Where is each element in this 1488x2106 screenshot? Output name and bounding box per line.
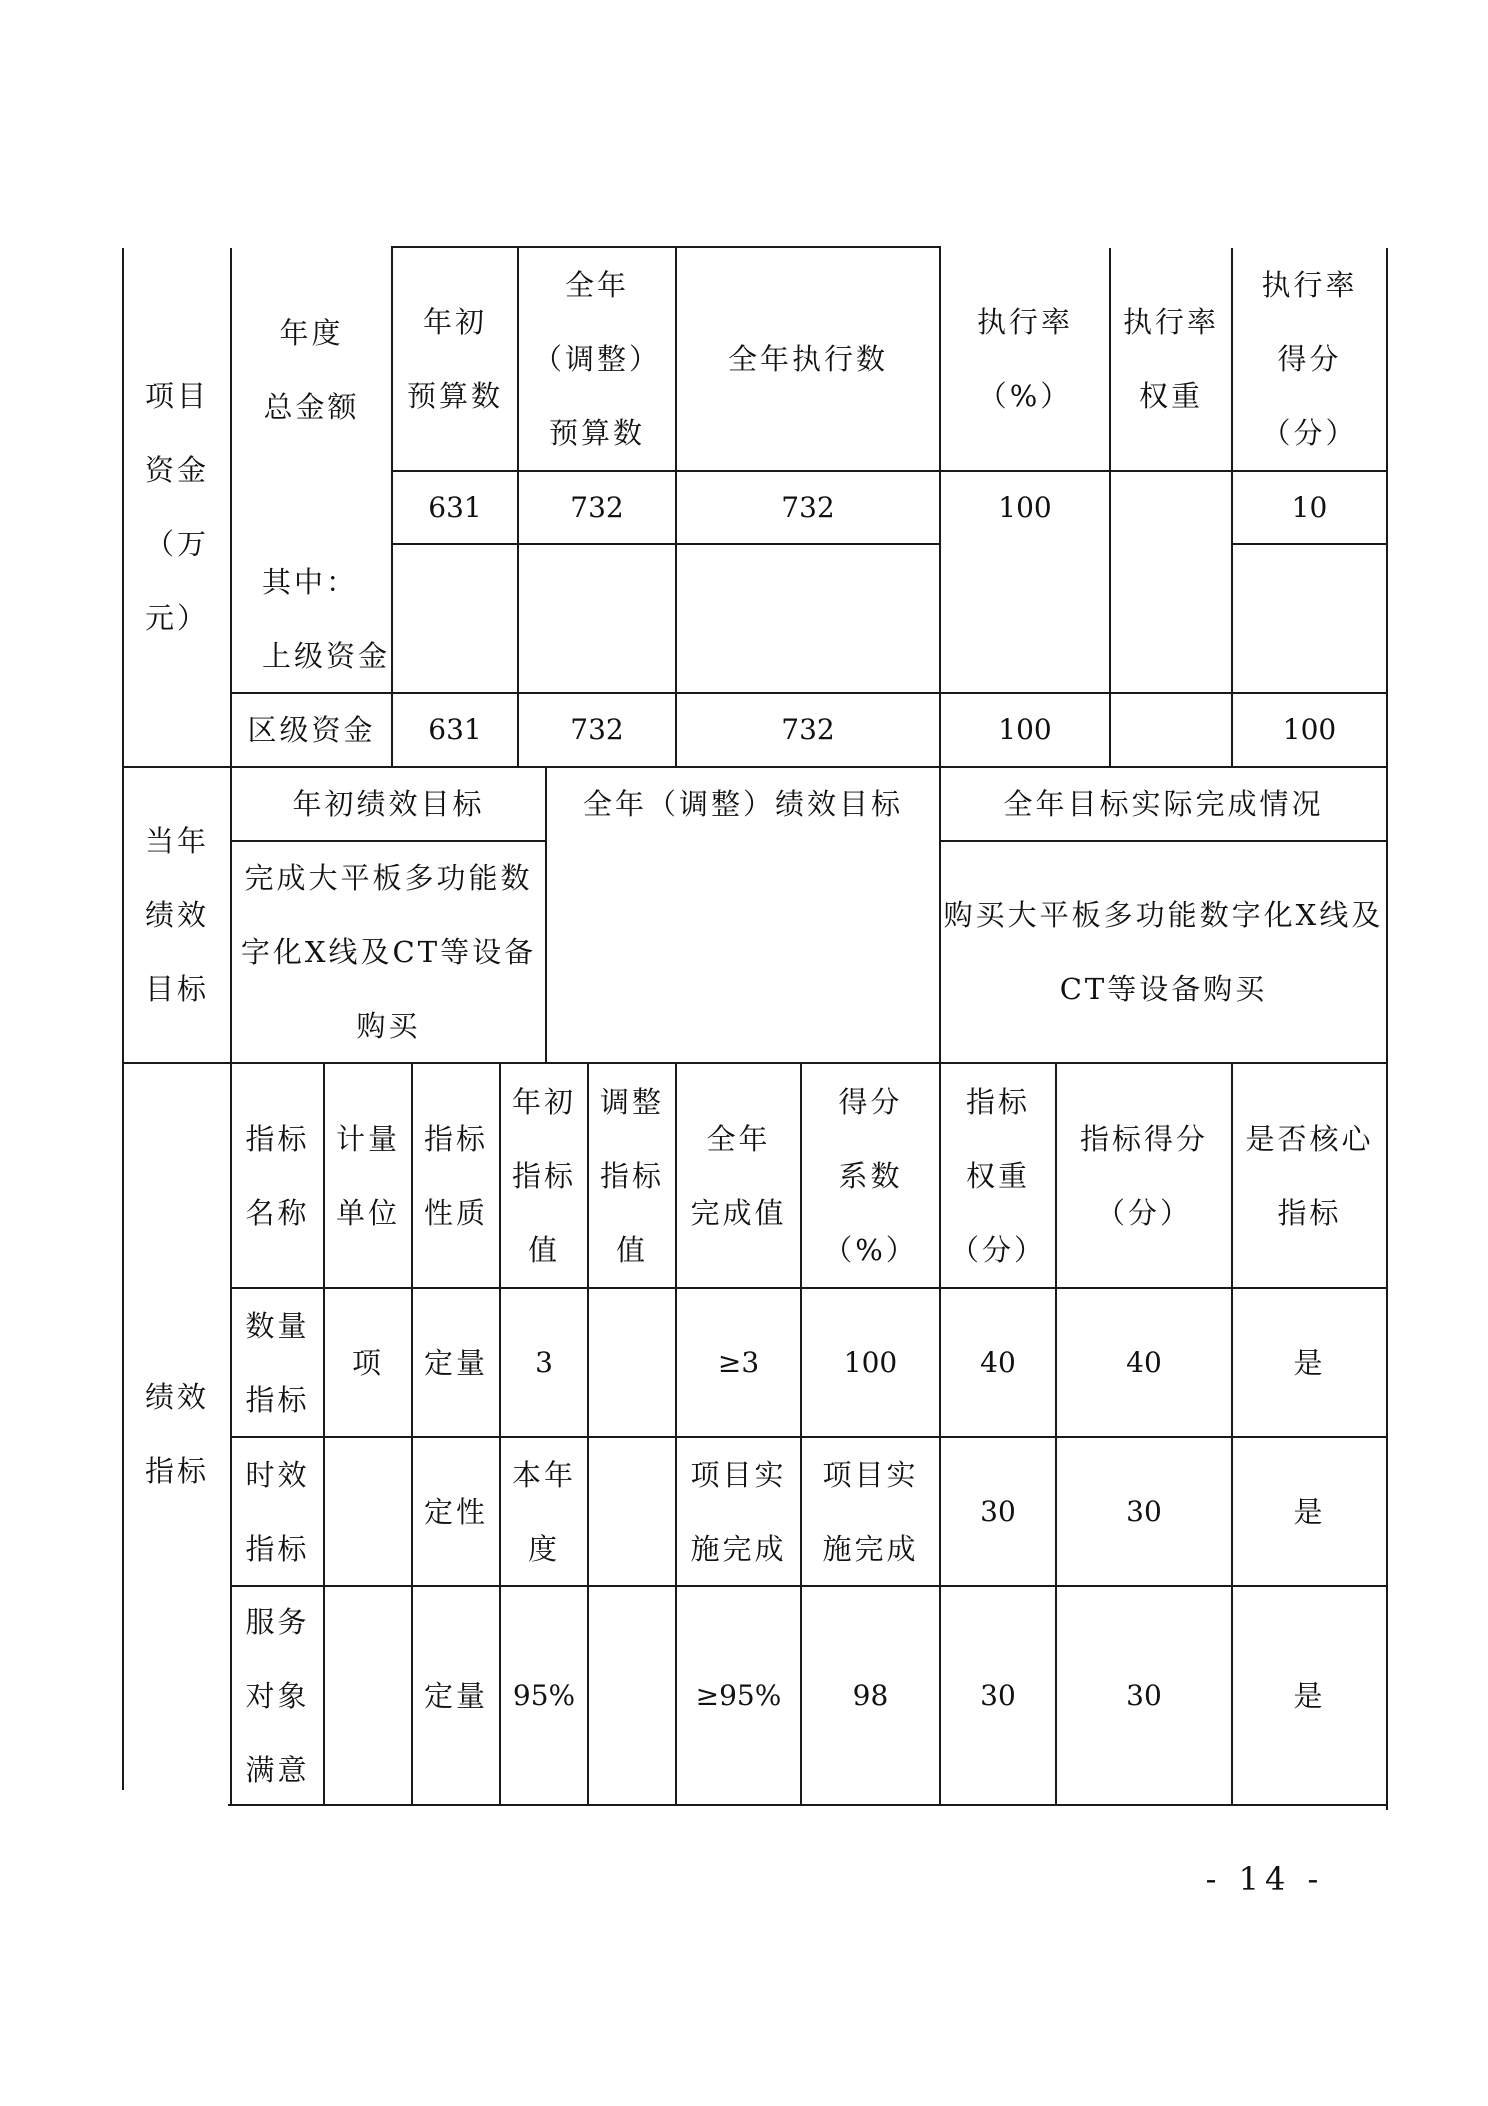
row1-unit: 项: [351, 1345, 384, 1380]
header-initial-budget: 年初 预算数: [406, 305, 503, 413]
adjusted-goal-text: [547, 842, 939, 1062]
row3-coefficient: 98: [852, 1678, 889, 1712]
row1-coefficient: 100: [843, 1345, 898, 1379]
district-score: 100: [1282, 713, 1337, 746]
district-executed: 732: [781, 713, 835, 746]
row1-nature: 定量: [423, 1345, 488, 1380]
row3-unit: [325, 1587, 411, 1804]
header-exec-weight: 执行率 权重: [1122, 305, 1219, 413]
initial-goal-header: 年初绩效目标: [292, 787, 485, 821]
row3-nature: 定量: [423, 1678, 488, 1713]
district-funds-label: 区级资金: [247, 713, 376, 747]
district-adjusted: 732: [570, 713, 624, 746]
actual-goal-text: 购买大平板多功能数字化X线及 CT等设备购买: [943, 898, 1384, 1006]
row3-core: 是: [1293, 1678, 1326, 1713]
row2-completed: 项目实 施完成: [690, 1457, 787, 1566]
header-indicator-score: 指标得分 （分）: [1079, 1121, 1208, 1230]
total-adjusted: 732: [570, 490, 624, 524]
header-exec-rate: 执行率 （%）: [976, 305, 1073, 413]
row2-adjusted: [589, 1438, 675, 1585]
header-exec-score: 执行率 得分 （分）: [1261, 268, 1358, 450]
initial-goal-text: 完成大平板多功能数 字化X线及CT等设备 购买: [240, 861, 537, 1043]
row3-adjusted: [589, 1587, 675, 1804]
goals-section-label: 当年 绩效 目标: [144, 824, 209, 1006]
header-core: 是否核心 指标: [1245, 1121, 1374, 1230]
total-rate: 100: [998, 490, 1052, 524]
row1-completed: ≥3: [717, 1345, 760, 1379]
table-right-border: [1386, 248, 1388, 1810]
header-initial-value: 年初 指标 值: [511, 1084, 576, 1267]
indicators-section-label: 绩效 指标: [144, 1380, 209, 1488]
district-rate: 100: [998, 713, 1052, 746]
total-score: 10: [1291, 490, 1328, 524]
row3-name: 服务 对象 满意: [245, 1604, 310, 1787]
total-weight: [1111, 472, 1231, 543]
row2-coefficient: 项目实 施完成: [822, 1457, 919, 1566]
header-indicator-name: 指标 名称: [245, 1121, 310, 1230]
total-initial: 631: [428, 490, 482, 524]
row3-completed: ≥95%: [695, 1678, 782, 1712]
row3-score: 30: [1126, 1678, 1162, 1712]
row2-score: 30: [1126, 1494, 1162, 1528]
row2-core: 是: [1293, 1494, 1326, 1529]
district-weight: [1111, 694, 1231, 766]
row1-adjusted: [589, 1289, 675, 1436]
actual-goal-header: 全年目标实际完成情况: [1003, 787, 1324, 821]
row3-initial: 95%: [512, 1678, 576, 1712]
page-number: - 14 -: [1205, 1860, 1325, 1898]
header-unit: 计量 单位: [335, 1121, 400, 1230]
row2-weight: 30: [980, 1494, 1016, 1528]
row2-unit: [325, 1438, 411, 1585]
superior-funds-label: 其中： 上级资金: [262, 564, 391, 673]
row1-score: 40: [1126, 1345, 1162, 1379]
adjusted-goal-header: 全年（调整）绩效目标: [582, 787, 903, 821]
header-completed: 全年 完成值: [690, 1121, 787, 1230]
row1-name: 数量 指标: [245, 1308, 310, 1417]
header-weight: 指标 权重 （分）: [949, 1084, 1046, 1267]
row2-name: 时效 指标: [245, 1457, 310, 1566]
row1-initial: 3: [535, 1345, 553, 1379]
row3-weight: 30: [980, 1678, 1016, 1712]
funds-section-label: 项目 资金 （万 元）: [144, 379, 209, 635]
total-executed: 732: [781, 490, 835, 524]
row2-initial: 本年 度: [511, 1457, 576, 1566]
district-initial: 631: [428, 713, 482, 746]
header-adjusted-value: 调整 指标 值: [599, 1084, 664, 1267]
header-adjusted-budget: 全年 （调整） 预算数: [532, 268, 661, 450]
row1-weight: 40: [980, 1345, 1016, 1379]
rule: [228, 1804, 1387, 1806]
annual-total-label: 年度 总金额: [263, 316, 360, 424]
header-nature: 指标 性质: [423, 1121, 488, 1230]
header-coefficient: 得分 系数 （%）: [823, 1084, 918, 1267]
row2-nature: 定性: [423, 1494, 488, 1529]
row1-core: 是: [1293, 1345, 1326, 1380]
header-executed: 全年执行数: [727, 342, 888, 376]
